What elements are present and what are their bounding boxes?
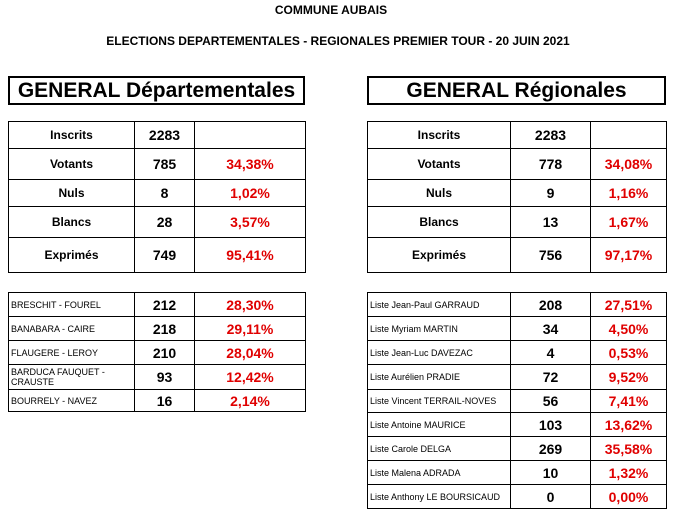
candidate-percent: 7,41% [591, 390, 667, 413]
stat-percent: 3,57% [195, 207, 306, 238]
candidate-label: Liste Carole DELGA [368, 437, 511, 461]
stat-label: Nuls [9, 180, 135, 207]
candidate-votes: 56 [511, 390, 591, 413]
stat-percent: 34,08% [591, 149, 667, 180]
stat-value: 9 [511, 180, 591, 207]
stat-value: 8 [135, 180, 195, 207]
candidate-percent: 9,52% [591, 365, 667, 390]
stat-label: Blancs [368, 207, 511, 238]
stat-percent: 95,41% [195, 238, 306, 273]
candidate-percent: 4,50% [591, 317, 667, 341]
stat-percent [591, 122, 667, 149]
stat-percent: 1,67% [591, 207, 667, 238]
stat-row-nuls [9, 180, 306, 207]
regionales-heading: GENERAL Régionales [367, 76, 666, 105]
stat-row-votants [368, 149, 667, 180]
departementales-heading: GENERAL Départementales [8, 76, 305, 105]
stat-percent: 1,02% [195, 180, 306, 207]
result-row [368, 293, 667, 317]
stat-value: 2283 [511, 122, 591, 149]
regionales-results-table [367, 292, 667, 509]
stat-percent [195, 122, 306, 149]
candidate-votes: 269 [511, 437, 591, 461]
result-row [9, 317, 306, 341]
result-row [368, 390, 667, 413]
stat-row-votants [9, 149, 306, 180]
candidate-percent: 0,00% [591, 485, 667, 509]
candidate-votes: 212 [135, 293, 195, 317]
result-row [368, 341, 667, 365]
stat-value: 13 [511, 207, 591, 238]
stat-value: 749 [135, 238, 195, 273]
stat-label: Inscrits [368, 122, 511, 149]
stat-value: 785 [135, 149, 195, 180]
candidate-label: Liste Malena ADRADA [368, 461, 511, 485]
candidate-label: FLAUGERE - LEROY [9, 341, 135, 365]
stat-label: Blancs [9, 207, 135, 238]
stat-label: Nuls [368, 180, 511, 207]
result-row [9, 341, 306, 365]
candidate-percent: 28,04% [195, 341, 306, 365]
stat-row-blancs [368, 207, 667, 238]
page-subtitle: ELECTIONS DEPARTEMENTALES - REGIONALES PREMIER TOUR - 20 JUIN 2021 [106, 34, 570, 48]
candidate-votes: 72 [511, 365, 591, 390]
result-row [9, 390, 306, 412]
stat-row-exprimes [9, 238, 306, 273]
candidate-percent: 1,32% [591, 461, 667, 485]
candidate-percent: 12,42% [195, 365, 306, 390]
departementales-stats-table [8, 121, 306, 273]
stat-value: 756 [511, 238, 591, 273]
candidate-percent: 28,30% [195, 293, 306, 317]
candidate-votes: 103 [511, 413, 591, 437]
result-row [368, 485, 667, 509]
result-row [9, 365, 306, 390]
candidate-votes: 210 [135, 341, 195, 365]
candidate-votes: 218 [135, 317, 195, 341]
candidate-label: Liste Myriam MARTIN [368, 317, 511, 341]
stat-percent: 34,38% [195, 149, 306, 180]
candidate-label: BOURRELY - NAVEZ [9, 390, 135, 412]
result-row [368, 437, 667, 461]
stat-label: Exprimés [368, 238, 511, 273]
stat-label: Inscrits [9, 122, 135, 149]
stat-label: Votants [368, 149, 511, 180]
stat-label: Exprimés [9, 238, 135, 273]
stat-row-nuls [368, 180, 667, 207]
candidate-percent: 35,58% [591, 437, 667, 461]
page-title: COMMUNE AUBAIS [274, 3, 388, 17]
candidate-label: BANABARA - CAIRE [9, 317, 135, 341]
stat-value: 28 [135, 207, 195, 238]
stat-label: Votants [9, 149, 135, 180]
candidate-label: Liste Antoine MAURICE [368, 413, 511, 437]
stat-row-inscrits [368, 122, 667, 149]
candidate-label: Liste Jean-Luc DAVEZAC [368, 341, 511, 365]
stat-value: 2283 [135, 122, 195, 149]
candidate-label: Liste Jean-Paul GARRAUD [368, 293, 511, 317]
candidate-percent: 27,51% [591, 293, 667, 317]
candidate-votes: 34 [511, 317, 591, 341]
candidate-votes: 16 [135, 390, 195, 412]
stat-value: 778 [511, 149, 591, 180]
candidate-votes: 0 [511, 485, 591, 509]
candidate-votes: 208 [511, 293, 591, 317]
stat-percent: 1,16% [591, 180, 667, 207]
stat-row-inscrits [9, 122, 306, 149]
candidate-votes: 10 [511, 461, 591, 485]
candidate-percent: 13,62% [591, 413, 667, 437]
stat-row-exprimes [368, 238, 667, 273]
candidate-label: BARDUCA FAUQUET - CRAUSTE [9, 365, 135, 390]
departementales-results-table [8, 292, 306, 412]
candidate-label: Liste Vincent TERRAIL-NOVES [368, 390, 511, 413]
candidate-label: BRESCHIT - FOUREL [9, 293, 135, 317]
candidate-percent: 0,53% [591, 341, 667, 365]
regionales-stats-table [367, 121, 667, 273]
candidate-label: Liste Aurélien PRADIE [368, 365, 511, 390]
result-row [368, 365, 667, 390]
stat-row-blancs [9, 207, 306, 238]
result-row [368, 461, 667, 485]
result-row [9, 293, 306, 317]
result-row [368, 317, 667, 341]
candidate-votes: 93 [135, 365, 195, 390]
candidate-label: Liste Anthony LE BOURSICAUD [368, 485, 511, 509]
stat-percent: 97,17% [591, 238, 667, 273]
candidate-votes: 4 [511, 341, 591, 365]
candidate-percent: 2,14% [195, 390, 306, 412]
candidate-percent: 29,11% [195, 317, 306, 341]
result-row [368, 413, 667, 437]
